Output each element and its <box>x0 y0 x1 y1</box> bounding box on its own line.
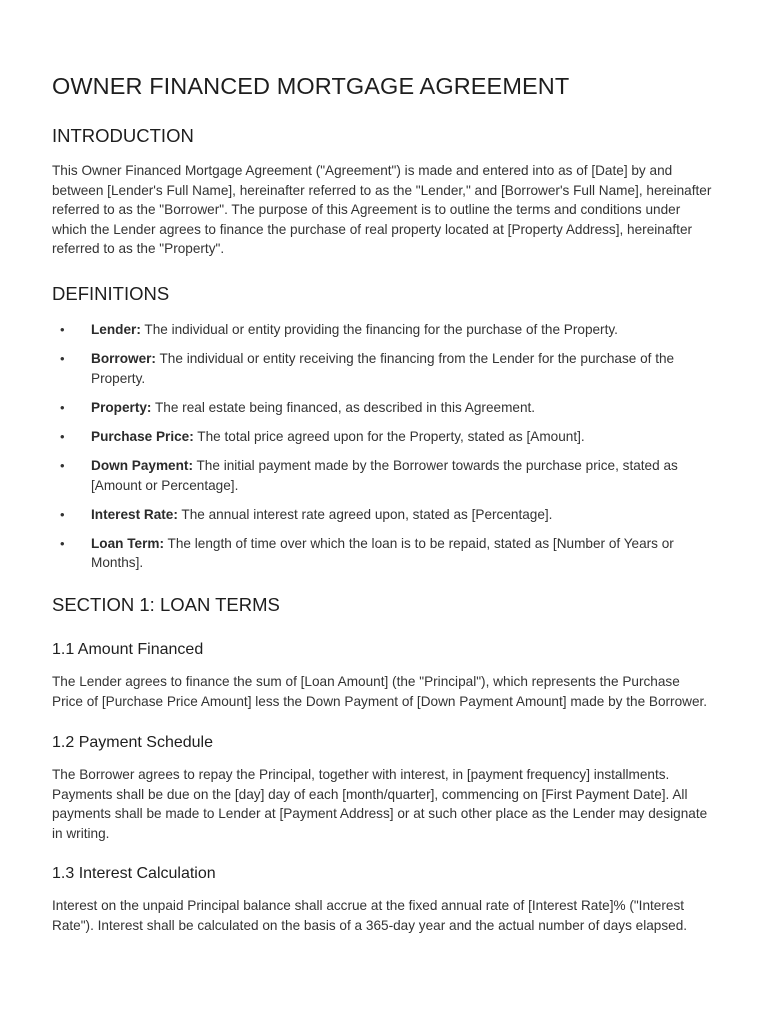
definition-text: The initial payment made by the Borrower towards the purchase price, stated as [Amount or Percentage]. <box>91 457 678 493</box>
document-title: OWNER FINANCED MORTGAGE AGREEMENT <box>52 73 570 99</box>
definition-term: Lender: <box>91 321 141 337</box>
introduction-heading: INTRODUCTION <box>52 125 194 146</box>
definition-text: The real estate being financed, as described in this Agreement. <box>151 399 536 415</box>
definition-text: The individual or entity providing the financing for the purchase of the Property. <box>140 321 618 337</box>
bullet-icon: • <box>60 351 65 367</box>
definition-term: Purchase Price: <box>91 428 194 444</box>
introduction-paragraph: This Owner Financed Mortgage Agreement ("Agreement") is made and entered into as of [Date] by and between [Lender's Full Name], hereinafter referred to as the "Lender," and [Borrower's Full Name], hereinafter referred to as the "Borrower". The purpose of this Agreement is to outline the terms and conditions under which the Lender agrees to finance the purchase of real property located at [Property Address], hereinafter referred to as the "Property". <box>52 163 712 257</box>
definition-text: The total price agreed upon for the Property, stated as [Amount]. <box>193 428 585 444</box>
definition-term: Down Payment: <box>91 457 193 473</box>
bullet-icon: • <box>60 399 65 415</box>
definition-item-property <box>52 398 714 418</box>
bullet-icon: • <box>60 457 65 473</box>
definition-item-lender <box>52 320 714 340</box>
definition-item-down-payment <box>52 456 714 495</box>
section-1-heading: SECTION 1: LOAN TERMS <box>52 593 280 615</box>
definition-text: The individual or entity receiving the financing from the Lender for the purchase of the Property. <box>91 351 675 386</box>
definition-text: The annual interest rate agreed upon, stated as [Percentage]. <box>177 506 553 522</box>
subsection-1-3-heading: 1.3 Interest Calculation <box>52 865 216 883</box>
definition-term: Borrower: <box>91 351 156 367</box>
subsection-1-2-paragraph: The Borrower agrees to repay the Principal, together with interest, in [payment frequency] installments. Payments shall be due on the [day] day of each [month/quarter], commencing on [First Payment Date]. All payments shall be made to Lender at [Payment Address] or at such other place as the Lender may designate in writing. <box>52 767 708 841</box>
subsection-1-1-paragraph: The Lender agrees to finance the sum of [Loan Amount] (the "Principal"), which represents the Purchase Price of [Purchase Price Amount] less the Down Payment of [Down Payment Amount] made by the Borrower. <box>52 673 708 709</box>
definition-term: Interest Rate: <box>91 506 178 522</box>
definition-item-borrower <box>52 349 714 388</box>
subsection-1-3-paragraph: Interest on the unpaid Principal balance shall accrue at the fixed annual rate of [Interest Rate]% ("Interest Rate"). Interest shall be calculated on the basis of a 365-day year and the actual number of days elapsed. <box>52 898 688 934</box>
bullet-icon: • <box>60 321 65 337</box>
bullet-icon: • <box>60 535 65 551</box>
definition-term: Loan Term: <box>91 535 165 551</box>
definition-text: The length of time over which the loan is to be repaid, stated as [Number of Years or Months]. <box>91 535 674 571</box>
definition-item-loan-term <box>52 534 714 573</box>
bullet-icon: • <box>60 506 65 522</box>
subsection-1-2-heading: 1.2 Payment Schedule <box>52 734 213 752</box>
definitions-list <box>52 320 714 573</box>
definitions-heading: DEFINITIONS <box>52 282 170 304</box>
definition-item-interest-rate <box>52 505 714 525</box>
definition-term: Property: <box>91 399 152 415</box>
subsection-1-1-heading: 1.1 Amount Financed <box>52 640 204 658</box>
bullet-icon: • <box>60 428 65 444</box>
definition-item-purchase-price <box>52 427 714 447</box>
